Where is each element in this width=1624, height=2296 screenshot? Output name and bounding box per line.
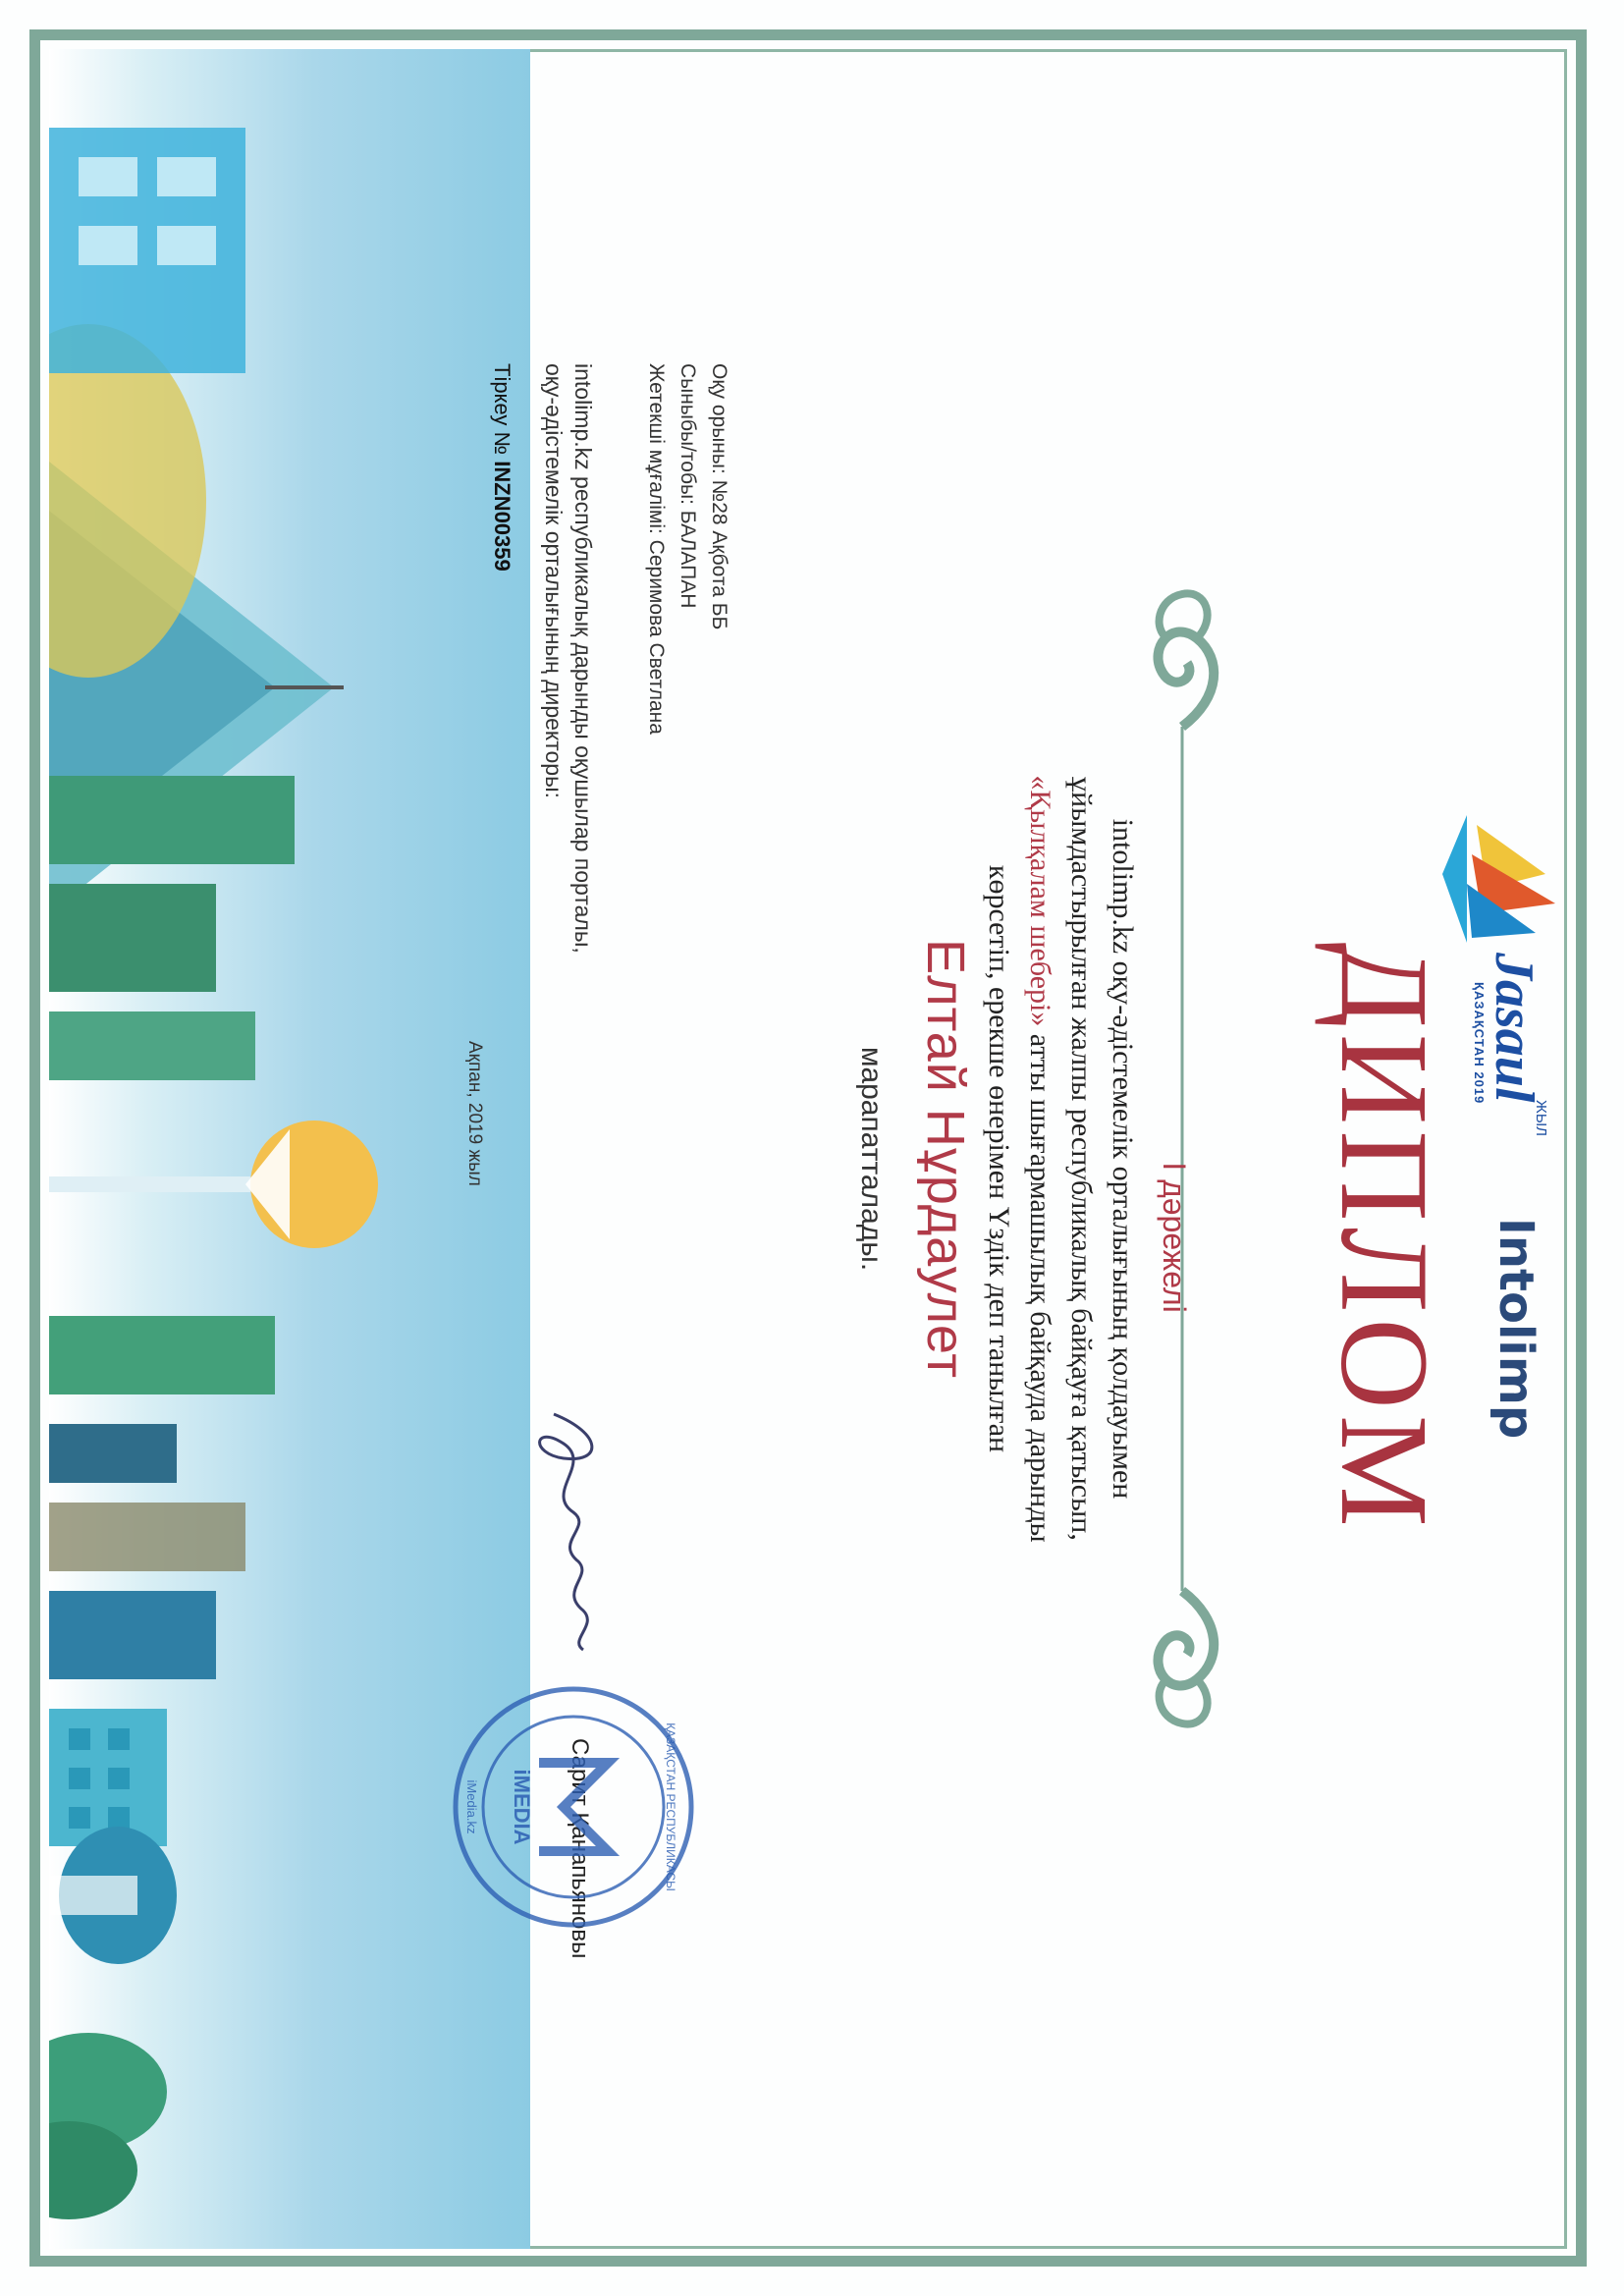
description-line-3-rest: атты шығармашылық байқауда дарынды — [1024, 1026, 1056, 1543]
registration-number — [489, 363, 514, 572]
place-date: Ақпан, 2019 жыл — [464, 1041, 485, 1186]
stamp-top-text: ҚАЗАҚСТАН РЕСПУБЛИКАСЫ — [664, 1722, 677, 1891]
imedia-stamp — [446, 1679, 701, 1935]
school-info: Оқу орыны: №28 Ақбота ББ — [708, 363, 731, 630]
portal-line-1: intolimp.kz республикалық дарынды оқушылар порталы, — [570, 363, 596, 954]
teacher-info: Жетекші мұғалімі: Серимова Светлана — [645, 363, 668, 735]
director-signature — [514, 1404, 623, 1660]
registration-code: INZN00359 — [490, 461, 514, 572]
description-line-3 — [1019, 619, 1060, 1699]
description-line-4: көрсетіп, ерекше өнерімен Үздік деп танылған — [983, 864, 1015, 1453]
portal-director-label — [539, 363, 598, 954]
awarded-text: марапатталады. — [855, 1046, 888, 1272]
award-description — [978, 619, 1143, 1699]
description-line-2: ұйымдастырылған жалпы республикалық байқауға қатысып, — [1065, 777, 1098, 1541]
brand-intolimp: Intolimp — [1489, 1218, 1543, 1440]
certificate-content — [464, 69, 1565, 2229]
description-line-1: intolimp.kz оқу-әдістемелік орталығының қолдауымен — [1107, 818, 1139, 1500]
recipient-name: Елтай Нұрдаулет — [916, 939, 975, 1379]
class-info: Сыныбы/тобы: БАЛАПАН — [677, 363, 699, 609]
contest-name: «Қылқалам шебері» — [1024, 775, 1056, 1027]
brand-jasaul: Jasaul — [1484, 953, 1544, 1103]
jasaul-bird-logo — [1437, 815, 1565, 953]
brand-jasaul-subtitle: ҚАЗАҚСТАН 2019 — [1472, 982, 1487, 1105]
director-name: Сарит Қанапьяновы — [567, 1738, 593, 1959]
brand-jasaul-tag: ЖЫЛ — [1533, 1100, 1549, 1136]
portal-line-2: оқу-әдістемелік орталығының директоры: — [541, 363, 567, 799]
stamp-bottom-text: iMedia.kz — [464, 1779, 479, 1834]
diploma-title: ДИПЛОМ — [1315, 942, 1454, 1533]
stamp-center-text: iMEDIA — [510, 1769, 534, 1845]
registration-prefix: Тіркеу № — [490, 363, 514, 462]
degree-label: I дәрежелі — [1157, 1162, 1192, 1313]
